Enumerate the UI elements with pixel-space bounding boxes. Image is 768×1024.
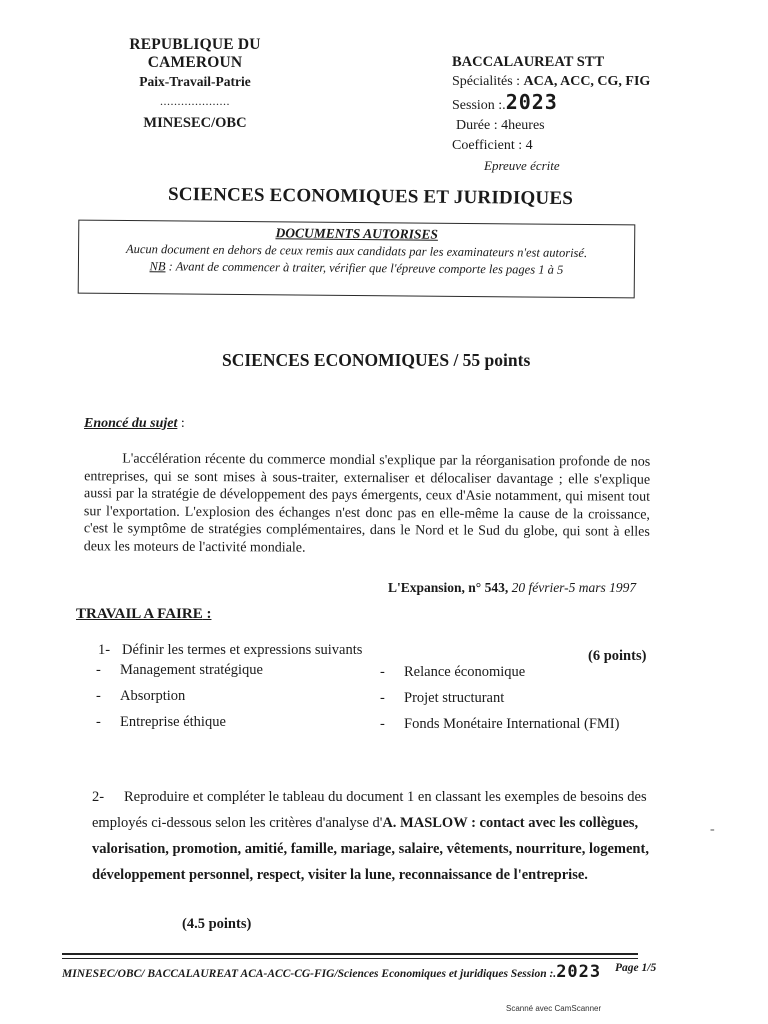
specialties-label: Spécialités : [452,74,521,89]
term-projet: Projet structurant [404,690,505,706]
footer [62,962,652,982]
question-1-points: (6 points) [588,648,647,664]
question-1-number: 1- [98,642,111,658]
question-1-text: Définir les termes et expressions suivants [122,642,363,658]
term-item: - Fonds Monétaire International (FMI) [380,716,620,732]
session-label: Session :. [452,98,506,113]
exam-name: BACCALAUREAT STT [452,54,605,70]
term-absorption: Absorption [120,688,186,704]
session [452,92,712,116]
enonce-colon: : [177,416,185,431]
question-2-intro: Reproduire et compléter le tableau du document 1 en classant les exemples de besoins des employés ci-dessous selon les critères d'analyse d' [92,789,647,831]
question-2-points: (4.5 points) [182,916,252,932]
office-name: MINESEC/OBC [143,115,247,131]
term-fmi: Fonds Monétaire International (FMI) [404,716,620,732]
enonce-heading [84,416,185,432]
specialties-value: ACA, ACC, CG, FIG [523,74,651,89]
question-1 [98,642,362,659]
specialties [452,72,712,92]
documents-heading: DOCUMENTS AUTORISES [275,225,438,242]
national-motto: Paix-Travail-Patrie [139,74,251,89]
session-year: 2023 [505,90,558,114]
country-name: REPUBLIQUE DU CAMEROUN [129,36,261,71]
travail-heading [76,606,211,623]
term-item: - Projet structurant [380,690,505,706]
travail-colon: : [202,606,212,622]
source-date: 20 février-5 mars 1997 [511,580,637,595]
term-entreprise-ethique: Entreprise éthique [120,714,226,730]
question-2-author: A. MASLOW : [382,815,476,831]
documents-rule: Aucun document en dehors de ceux remis aux candidats par les examinateurs n'est autorisé. [125,241,588,261]
footer-divider [62,953,638,959]
scanner-watermark: Scanné avec CamScanner [506,1004,602,1013]
nb-text: : Avant de commencer à traiter, vérifier que l'épreuve comporte les pages 1 à 5 [165,259,564,277]
term-management: Management stratégique [120,662,263,678]
documents-box [78,220,636,299]
enonce-label: Enoncé du sujet [84,416,178,431]
section-title: SCIENCES ECONOMIQUES / 55 points [222,350,531,370]
enonce-text [84,450,651,559]
documents-nb [79,259,634,279]
travail-label: TRAVAIL A FAIRE [76,606,203,622]
separator-dots: .................... [160,94,230,108]
question-2 [92,784,652,888]
enonce-paragraph: L'accélération récente du commerce mondial s'explique par la réorganisation profonde de nos entreprises, qui se sont mises à sous-traiter, externaliser et délocaliser davantage ; elle s'explique aussi par la stratégie de développement des pays émergents, ceux d'Asie notamment, qui misent tout sur l'exportation. L'explosion des échanges n'est donc pas en elle-même la cause de la croissance, c'est le symptôme de stratégies complémentaires, dans le Nord et le Sud du globe, qui sont à elles deux les moteurs de l'activité mondiale. [83,451,651,556]
term-item: - Relance économique [380,664,526,680]
nb-label: NB [149,259,166,274]
question-2-examples: contact avec les collègues, valorisation, promotion, amitié, famille, mariage, salaire, vêtements, nourriture, logement, développement personnel, respect, visiter la lune, reconnaissance de l'entreprise. [92,815,649,883]
exam-type: Epreuve écrite [484,158,560,173]
term-item: - Entreprise éthique [96,714,226,730]
footer-year: 2023 [556,962,602,982]
margin-mark: - [710,822,715,837]
footer-text: MINESEC/OBC/ BACCALAUREAT ACA-ACC-CG-FIG/Sciences Economiques et juridiques Session :. [62,968,557,980]
page-title: SCIENCES ECONOMIQUES ET JURIDIQUES [167,183,574,210]
coefficient: Coefficient : 4 [452,138,533,153]
question-2-number: 2- [92,789,105,805]
header-right [452,52,712,176]
duration: Durée : 4heures [456,118,545,133]
page-number: Page 1/5 [615,962,657,974]
header-left [80,36,310,132]
term-item: - Absorption [96,688,186,704]
term-item: - Management stratégique [96,662,263,678]
source-citation [388,580,636,596]
term-relance: Relance économique [404,664,526,680]
source-name: L'Expansion, n° 543, [388,580,512,595]
